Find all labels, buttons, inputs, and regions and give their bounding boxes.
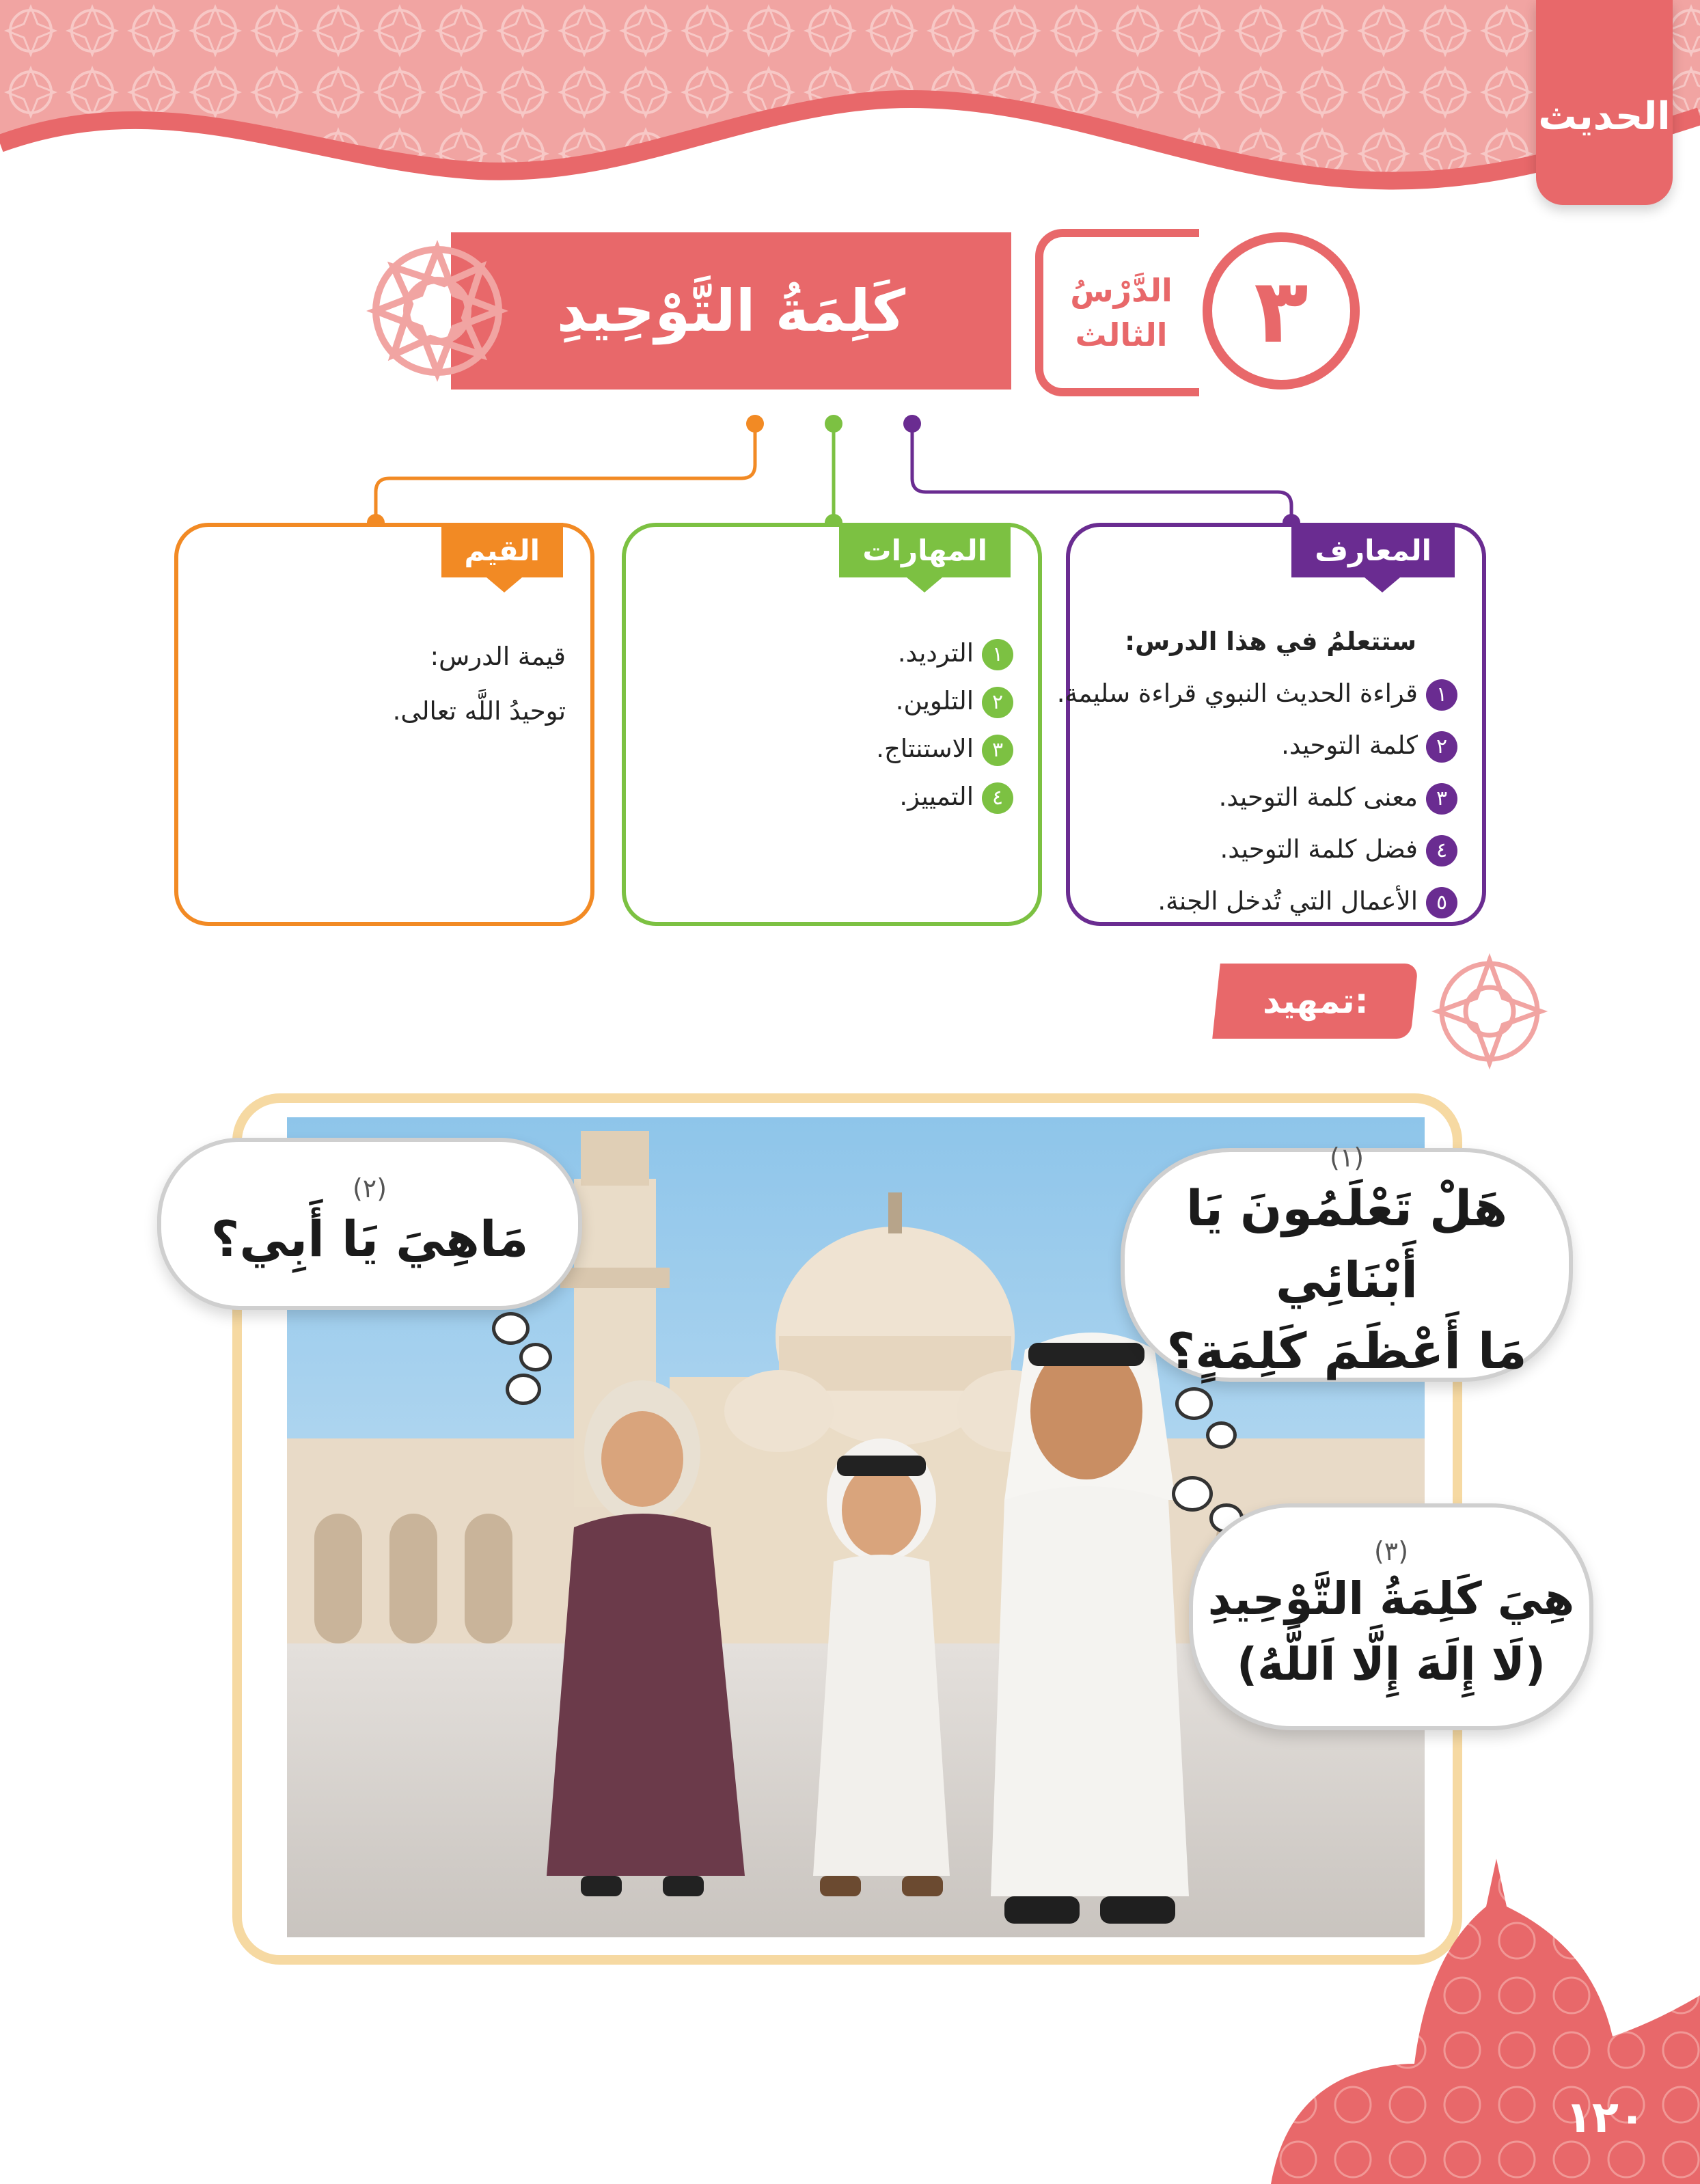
bubble-number: (١) bbox=[1329, 1143, 1365, 1173]
connector-lines bbox=[0, 403, 1700, 540]
skills-tag: المهارات bbox=[839, 523, 1011, 577]
list-item: ١قراءة الحديث النبوي قراءة سليمة. bbox=[1075, 668, 1457, 720]
bubble-text-line1: هَلْ تَعْلَمُونَ يَا أَبْنَائِي bbox=[1185, 1179, 1508, 1309]
values-text bbox=[183, 629, 566, 739]
values-box bbox=[174, 523, 594, 926]
knowledge-intro: ستتعلمُ في هذا الدرس: bbox=[1125, 627, 1416, 656]
thought-puff bbox=[492, 1312, 530, 1345]
values-tag: القيم bbox=[441, 523, 563, 577]
intro-rosette-icon bbox=[1425, 946, 1554, 1076]
top-pattern-band bbox=[0, 0, 1700, 205]
lesson-number: ٣ bbox=[1254, 259, 1308, 363]
skills-tag-tip bbox=[907, 577, 942, 592]
list-item: ٤فضل كلمة التوحيد. bbox=[1075, 823, 1457, 875]
values-tag-tip bbox=[486, 577, 522, 592]
page-number: ١٢٠ bbox=[1565, 2092, 1645, 2143]
values-line2: توحيدُ اللَّه تعالى. bbox=[392, 696, 566, 726]
thought-puff bbox=[1175, 1387, 1213, 1420]
knowledge-tag-tip bbox=[1365, 577, 1400, 592]
lesson-number-circle bbox=[1203, 232, 1360, 390]
skills-box bbox=[622, 523, 1042, 926]
list-item: ٣معنى كلمة التوحيد. bbox=[1075, 772, 1457, 823]
speech-bubble-1 bbox=[1121, 1143, 1573, 1382]
list-item: ٥الأعمال التي تُدخل الجنة. bbox=[1075, 875, 1457, 927]
lesson-title: كَلِمَةُ التَّوْحِيدِ bbox=[556, 277, 906, 344]
subject-tab bbox=[1536, 0, 1673, 205]
speech-bubble-2 bbox=[157, 1138, 582, 1310]
bubble-text-line1: هِيَ كَلِمَةُ التَّوْحِيدِ bbox=[1207, 1572, 1575, 1626]
bubble-text-line2: مَا أَعْظَمَ كَلِمَةٍ؟ bbox=[1166, 1322, 1527, 1380]
bubble-number: (٣) bbox=[1373, 1536, 1409, 1567]
skills-list bbox=[631, 629, 1013, 821]
bubble-number: (٢) bbox=[352, 1173, 387, 1203]
list-item: ٣الاستنتاج. bbox=[631, 725, 1013, 773]
lesson-label-box bbox=[1035, 229, 1199, 396]
list-item: ٢التلوين. bbox=[631, 677, 1013, 725]
list-item: ٤التمييز. bbox=[631, 773, 1013, 821]
thought-puff bbox=[506, 1374, 541, 1405]
connector-dot-purple bbox=[903, 415, 921, 433]
values-line1: قيمة الدرس: bbox=[430, 642, 566, 671]
speech-bubble-3 bbox=[1189, 1503, 1593, 1730]
connector-dot-orange bbox=[746, 415, 764, 433]
thought-puff bbox=[519, 1343, 552, 1371]
lesson-label-line2: الثالث bbox=[1075, 316, 1168, 353]
knowledge-tag: المعارف bbox=[1291, 523, 1455, 577]
knowledge-box bbox=[1056, 523, 1486, 926]
rosette-ornament-icon bbox=[355, 236, 519, 386]
bubble-text-line1: مَاهِيَ يَا أَبِي؟ bbox=[210, 1210, 529, 1268]
connector-dot-green bbox=[825, 415, 842, 433]
list-item: ٢كلمة التوحيد. bbox=[1075, 720, 1457, 772]
subject-title: الحديث bbox=[1538, 94, 1671, 139]
lesson-label-line1: الدَّرْسُ bbox=[1070, 272, 1173, 310]
thought-puff bbox=[1172, 1476, 1213, 1512]
bubble-text-line2: (لَا إِلَهَ إِلَّا اَللَّهُ) bbox=[1237, 1638, 1546, 1691]
intro-ribbon bbox=[1212, 964, 1418, 1039]
list-item: ١الترديد. bbox=[631, 629, 1013, 677]
intro-label: تمهيد: bbox=[1262, 981, 1369, 1021]
thought-puff bbox=[1206, 1421, 1237, 1449]
lesson-title-banner bbox=[451, 232, 1011, 390]
knowledge-list bbox=[1056, 616, 1457, 927]
